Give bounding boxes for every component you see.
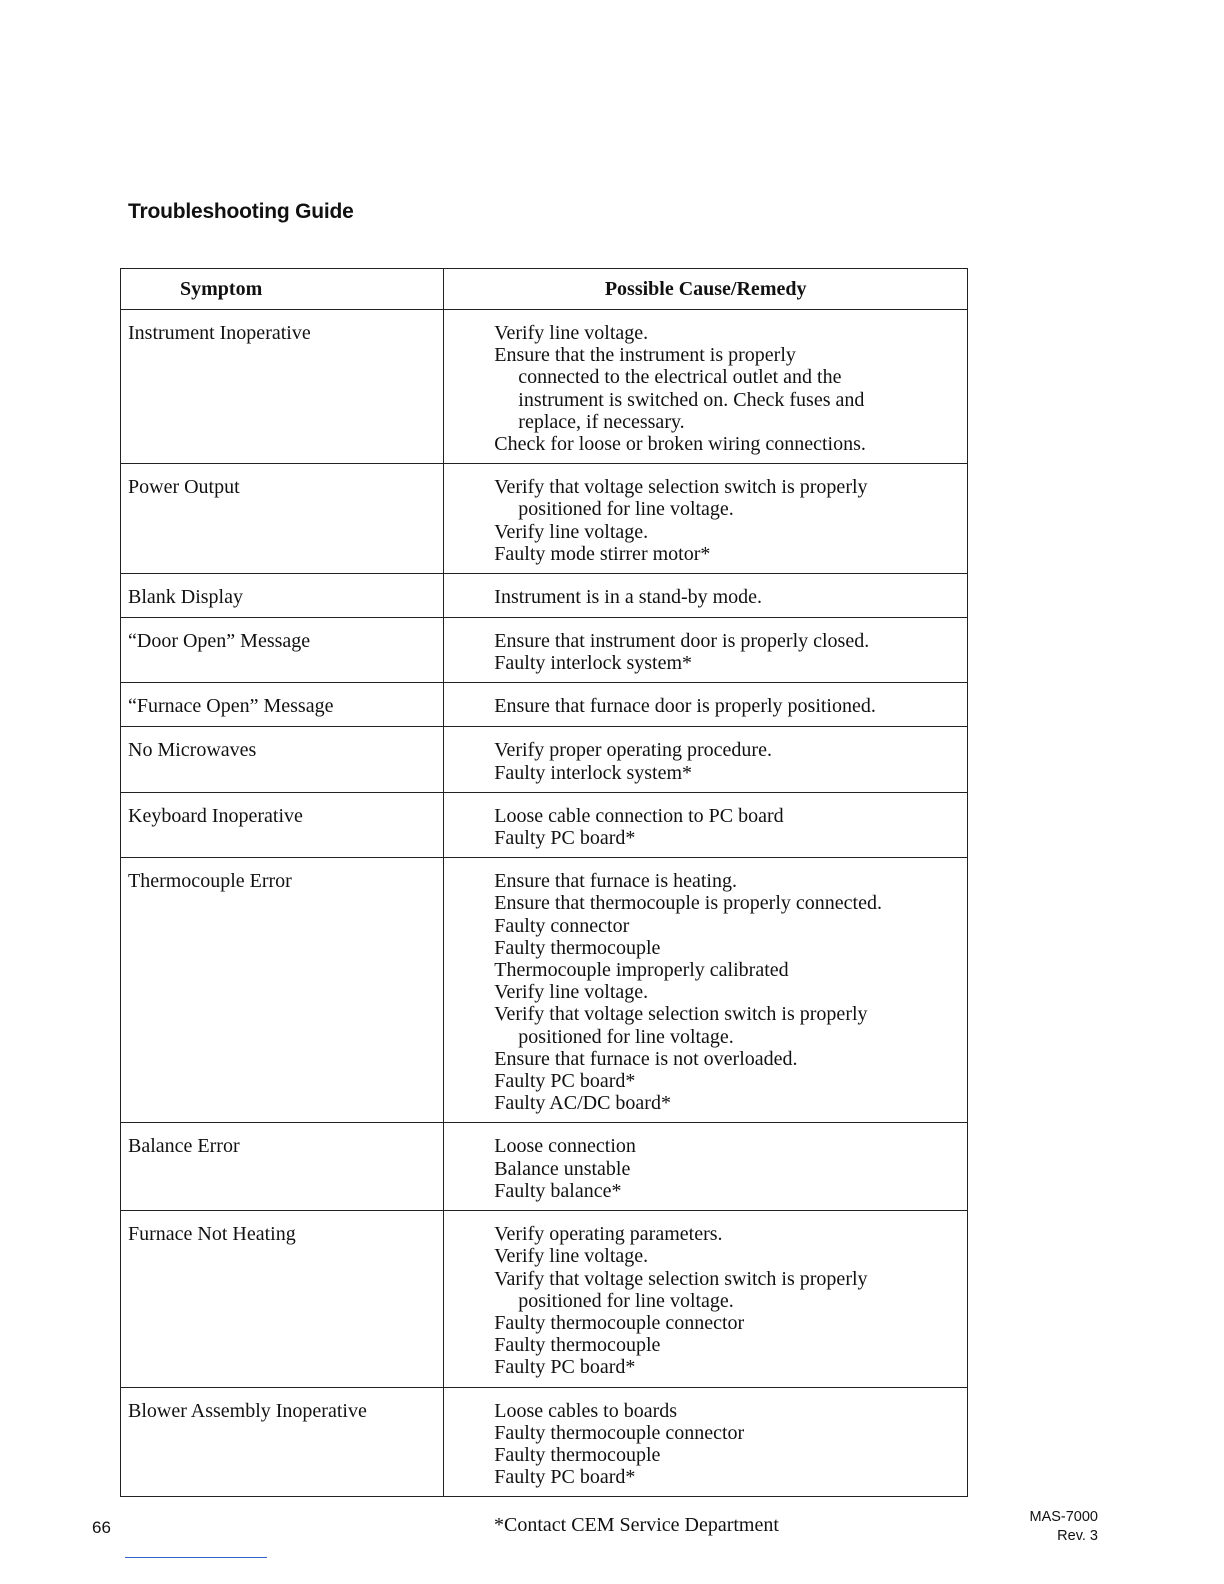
remedy-line: Loose cables to boards [494, 1399, 678, 1422]
table-row [121, 792, 968, 857]
table-row [121, 1123, 968, 1211]
remedy-line: Ensure that thermocouple is properly connected. [494, 892, 882, 915]
remedy-cell [444, 464, 968, 574]
remedy-line: positioned for line voltage. [518, 1025, 734, 1048]
remedy-line: replace, if necessary. [518, 410, 685, 433]
page-title: Troubleshooting Guide [128, 200, 354, 223]
remedy-cell [444, 727, 968, 792]
remedy-line: Loose connection [494, 1135, 636, 1158]
remedy-line: Loose cable connection to PC board [494, 804, 784, 827]
remedy-line: Verify proper operating procedure. [494, 739, 772, 762]
symptom-cell: “Furnace Open” Message [121, 683, 444, 727]
remedy-line: Instrument is in a stand-by mode. [494, 586, 763, 609]
remedy-cell [444, 618, 968, 683]
symptom-cell: Furnace Not Heating [121, 1211, 444, 1387]
remedy-line: Faulty thermocouple connector [494, 1421, 745, 1444]
symptom-cell: Power Output [121, 464, 444, 574]
remedy-line: Faulty thermocouple [494, 1334, 661, 1357]
remedy-line: connected to the electrical outlet and the [518, 366, 842, 389]
document-id-block [1029, 1508, 1098, 1546]
remedy-line: Faulty connector [494, 914, 630, 937]
remedy-cell [444, 1387, 968, 1497]
remedy-line: Ensure that furnace is heating. [494, 870, 737, 893]
remedy-line: Verify line voltage. [494, 520, 649, 543]
table-header-row [121, 269, 968, 310]
remedy-line: instrument is switched on. Check fuses and [518, 388, 865, 411]
remedy-line: Verify that voltage selection switch is properly [494, 476, 868, 499]
remedy-line: Thermocouple improperly calibrated [494, 959, 789, 982]
table-row [121, 858, 968, 1123]
footnote: *Contact CEM Service Department [494, 1514, 779, 1536]
remedy-line: Faulty thermocouple [494, 1443, 661, 1466]
remedy-cell [444, 683, 968, 727]
remedy-cell [444, 1123, 968, 1211]
remedy-line: Faulty PC board* [494, 827, 636, 850]
table-row [121, 618, 968, 683]
table-row [121, 683, 968, 727]
table-row [121, 574, 968, 618]
remedy-cell [444, 792, 968, 857]
remedy-line: positioned for line voltage. [518, 1289, 734, 1312]
troubleshooting-table [120, 268, 968, 1497]
remedy-line: Ensure that the instrument is properly [494, 344, 796, 367]
remedy-line: Check for loose or broken wiring connections. [494, 433, 866, 456]
remedy-cell [444, 1211, 968, 1387]
symptom-cell: Instrument Inoperative [121, 310, 444, 464]
remedy-line: Ensure that furnace door is properly positioned. [494, 695, 876, 718]
remedy-line: Ensure that furnace is not overloaded. [494, 1047, 798, 1070]
symptom-cell: Keyboard Inoperative [121, 792, 444, 857]
remedy-line: Faulty PC board* [494, 1466, 636, 1489]
remedy-cell [444, 310, 968, 464]
remedy-line: Balance unstable [494, 1157, 631, 1180]
table-row [121, 464, 968, 574]
page-number: 66 [92, 1518, 111, 1537]
symptom-cell: Blank Display [121, 574, 444, 618]
remedy-line: Faulty thermocouple [494, 936, 661, 959]
remedy-line: Faulty thermocouple connector [494, 1311, 745, 1334]
symptom-cell: No Microwaves [121, 727, 444, 792]
revision-label: Rev. 3 [1057, 1528, 1098, 1544]
table-row [121, 1211, 968, 1387]
table-row [121, 727, 968, 792]
remedy-line: Faulty interlock system* [494, 761, 693, 784]
symptom-cell: “Door Open” Message [121, 618, 444, 683]
footer-rule [125, 1557, 267, 1558]
remedy-line: Faulty mode stirrer motor* [494, 542, 711, 565]
remedy-cell [444, 858, 968, 1123]
remedy-line: Ensure that instrument door is properly closed. [494, 630, 870, 653]
remedy-line: Verify line voltage. [494, 322, 649, 344]
symptom-cell: Thermocouple Error [121, 858, 444, 1123]
remedy-line: Faulty PC board* [494, 1070, 636, 1093]
remedy-line: Faulty balance* [494, 1179, 622, 1202]
remedy-line: positioned for line voltage. [518, 498, 734, 521]
remedy-line: Varify that voltage selection switch is properly [494, 1267, 868, 1290]
symptom-column-header: Symptom [121, 269, 444, 310]
symptom-cell: Balance Error [121, 1123, 444, 1211]
remedy-line: Faulty interlock system* [494, 652, 693, 675]
table-body [121, 310, 968, 1497]
table-row [121, 1387, 968, 1497]
table-row [121, 310, 968, 464]
symptom-cell: Blower Assembly Inoperative [121, 1387, 444, 1497]
remedy-line: Faulty PC board* [494, 1356, 636, 1379]
remedy-line: Verify line voltage. [494, 981, 649, 1004]
document-id: MAS-7000 [1029, 1509, 1098, 1525]
remedy-line: Faulty AC/DC board* [494, 1092, 671, 1115]
remedy-column-header: Possible Cause/Remedy [444, 269, 968, 310]
remedy-line: Verify operating parameters. [494, 1223, 723, 1246]
remedy-line: Verify that voltage selection switch is properly [494, 1003, 868, 1026]
remedy-line: Verify line voltage. [494, 1245, 649, 1268]
remedy-cell [444, 574, 968, 618]
